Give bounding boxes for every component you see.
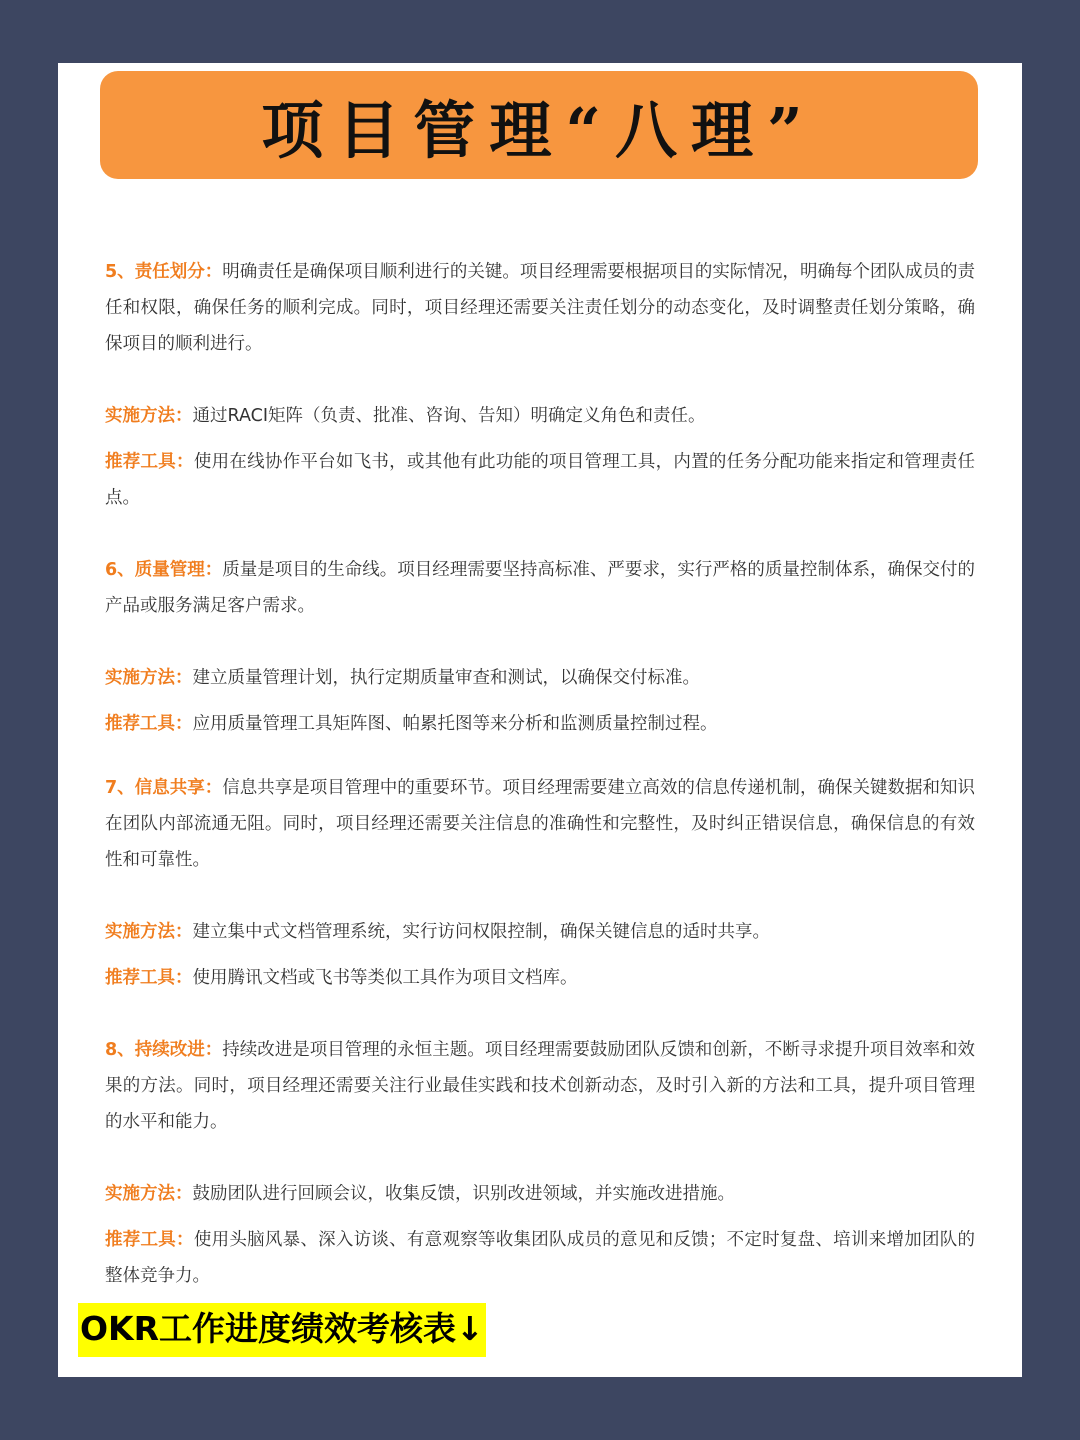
- section-7-tool: [105, 960, 975, 996]
- method-label: 实施方法：: [105, 668, 193, 688]
- section-6-tool: [105, 706, 975, 742]
- section-body: 持续改进是项目管理的永恒主题。项目经理需要鼓励团队反馈和创新，不断寻求提升项目效率和效果的方法。同时，项目经理还需要关注行业最佳实践和技术创新动态，及时引入新的方法和工具，提升项目管理的水平和能力。: [105, 1040, 975, 1132]
- section-heading: 5、责任划分：: [105, 262, 223, 282]
- method-text: 建立质量管理计划，执行定期质量审查和测试，以确保交付标准。: [192, 668, 700, 688]
- section-6-method: [105, 660, 975, 696]
- page-title: 项目管理“八理”: [261, 93, 817, 167]
- tool-text: 使用在线协作平台如飞书，或其他有此功能的项目管理工具，内置的任务分配功能来指定和管理责任点。: [105, 452, 976, 508]
- tool-label: 推荐工具：: [105, 968, 193, 988]
- tool-label: 推荐工具：: [105, 452, 194, 472]
- method-text: 通过RACI矩阵（负责、批准、咨询、告知）明确定义角色和责任。: [192, 406, 706, 426]
- section-heading: 6、质量管理：: [105, 560, 223, 580]
- method-label: 实施方法：: [105, 1184, 193, 1204]
- section-body: 明确责任是确保项目顺利进行的关键。项目经理需要根据项目的实际情况，明确每个团队成员的责任和权限，确保任务的顺利完成。同时，项目经理还需要关注责任划分的动态变化，及时调整责任划分策略，确保项目的顺利进行。: [105, 262, 975, 354]
- section-body: 质量是项目的生命线。项目经理需要坚持高标准、严要求，实行严格的质量控制体系，确保交付的产品或服务满足客户需求。: [105, 560, 975, 616]
- section-5-tool: [105, 444, 975, 516]
- section-heading: 8、持续改进：: [105, 1040, 223, 1060]
- section-5-method: [105, 398, 975, 434]
- section-8-method: [105, 1176, 975, 1212]
- section-6-intro: [105, 552, 975, 624]
- title-banner: [100, 71, 978, 179]
- tool-text: 使用头脑风暴、深入访谈、有意观察等收集团队成员的意见和反馈；不定时复盘、培训来增加团队的整体竞争力。: [105, 1230, 976, 1286]
- tool-label: 推荐工具：: [105, 714, 193, 734]
- article-body: [105, 254, 975, 1294]
- section-8-tool: [105, 1222, 975, 1294]
- section-7-method: [105, 914, 975, 950]
- section-body: 信息共享是项目管理中的重要环节。项目经理需要建立高效的信息传递机制，确保关键数据和知识在团队内部流通无阻。同时，项目经理还需要关注信息的准确性和完整性，及时纠正错误信息，确保信息的有效性和可靠性。: [105, 778, 975, 870]
- tool-text: 使用腾讯文档或飞书等类似工具作为项目文档库。: [192, 968, 578, 988]
- footer-callout: OKR工作进度绩效考核表↓: [78, 1303, 486, 1357]
- method-text: 鼓励团队进行回顾会议，收集反馈，识别改进领域，并实施改进措施。: [192, 1184, 735, 1204]
- method-label: 实施方法：: [105, 922, 193, 942]
- tool-text: 应用质量管理工具矩阵图、帕累托图等来分析和监测质量控制过程。: [192, 714, 718, 734]
- section-8-intro: [105, 1032, 975, 1140]
- method-label: 实施方法：: [105, 406, 193, 426]
- tool-label: 推荐工具：: [105, 1230, 194, 1250]
- content-card: [58, 63, 1022, 1377]
- method-text: 建立集中式文档管理系统，实行访问权限控制，确保关键信息的适时共享。: [192, 922, 770, 942]
- section-7-intro: [105, 770, 975, 878]
- section-5-intro: [105, 254, 975, 362]
- section-heading: 7、信息共享：: [105, 778, 223, 798]
